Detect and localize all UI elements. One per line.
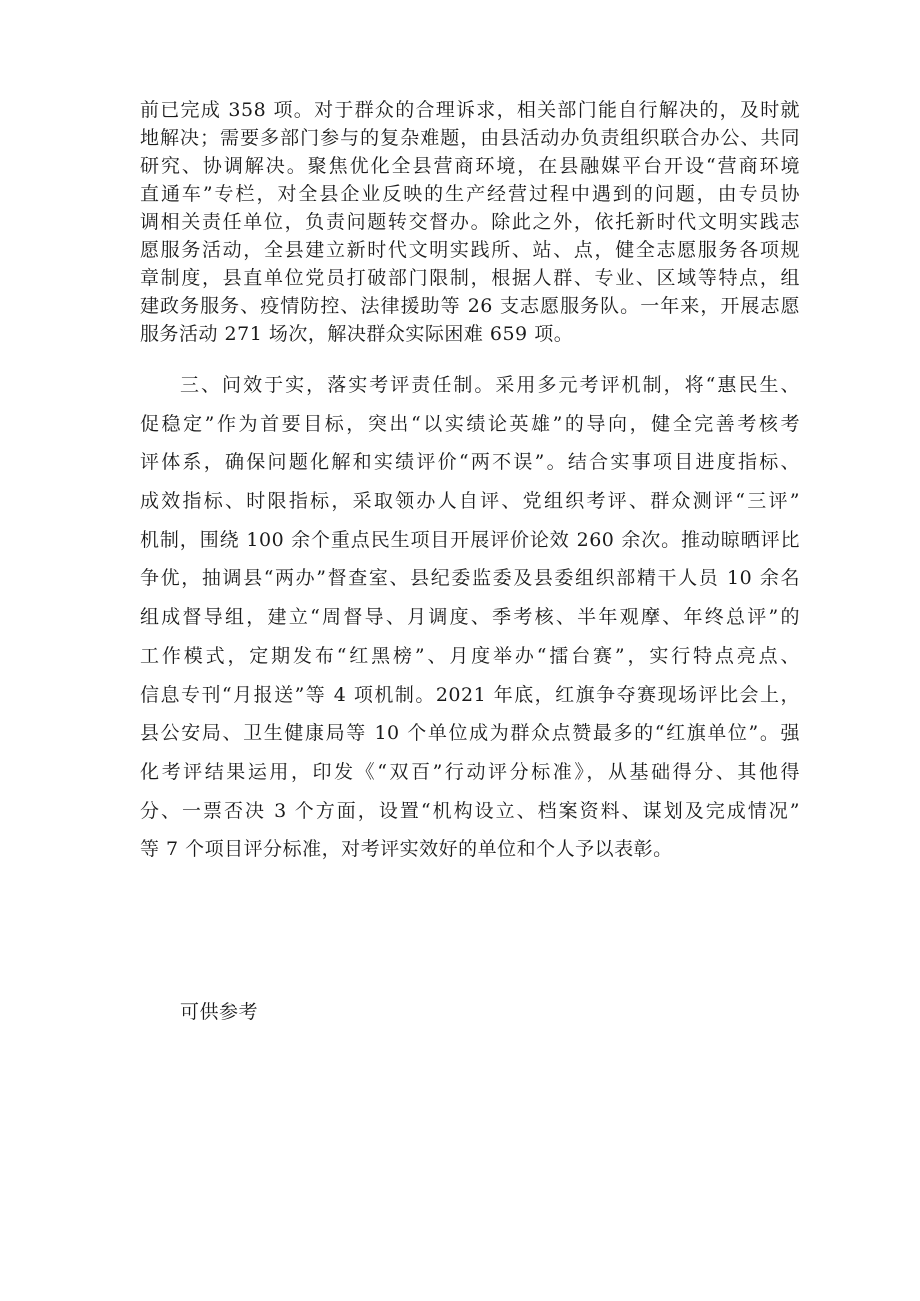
paragraph-line: 成效指标、时限指标，采取领办人自评、党组织考评、群众测评“三评” [140,490,800,513]
paragraph-line: 前已完成 358 项。对于群众的合理诉求，相关部门能自行解决的，及时就 [140,99,800,121]
paragraph-line: 信息专刊“月报送”等 4 项机制。2021 年底，红旗争夺赛现场评比会上， [140,683,800,706]
paragraph-line: 调相关责任单位，负责问题转交督办。除此之外，依托新时代文明实践志 [140,211,800,233]
paragraph-line: 服务活动 271 场次，解决群众实际困难 659 项。 [140,323,574,345]
paragraph-line: 章制度，县直单位党员打破部门限制，根据人群、专业、区域等特点，组 [140,267,800,289]
paragraph-line: 组成督导组，建立“周督导、月调度、季考核、半年观摩、年终总评”的 [140,606,800,629]
paragraph-line: 愿服务活动，全县建立新时代文明实践所、站、点，健全志愿服务各项规 [140,239,800,261]
paragraph-line: 机制，围绕 100 余个重点民生项目开展评价论效 260 余次。推动晾晒评比 [140,528,800,551]
paragraph-2 [140,366,800,869]
paragraph-line: 促稳定”作为首要目标，突出“以实绩论英雄”的导向，健全完善考核考 [140,412,800,435]
paragraph-line: 三、问效于实，落实考评责任制。采用多元考评机制，将“惠民生、 [180,374,800,396]
paragraph-line: 研究、协调解决。聚焦优化全县营商环境，在县融媒平台开设“营商环境 [140,155,800,177]
paragraph-line: 分、一票否决 3 个方面，设置“机构设立、档案资料、谋划及完成情况” [140,799,800,822]
paragraph-line: 工作模式，定期发布“红黑榜”、月度举办“擂台赛”，实行特点亮点、 [140,644,800,667]
paragraph-line: 化考评结果运用，印发《“双百”行动评分标准》，从基础得分、其他得 [140,760,800,783]
paragraph-line: 评体系，确保问题化解和实绩评价“两不误”。结合实事项目进度指标、 [140,451,800,474]
paragraph-line: 直通车”专栏，对全县企业反映的生产经营过程中遇到的问题，由专员协 [140,183,800,205]
paragraph-line: 县公安局、卫生健康局等 10 个单位成为群众点赞最多的“红旗单位”。强 [140,722,800,745]
paragraph-line: 建政务服务、疫情防控、法律援助等 26 支志愿服务队。一年来，开展志愿 [140,295,800,317]
paragraph-line: 地解决；需要多部门参与的复杂难题，由县活动办负责组织联合办公、共同 [140,127,800,149]
paragraph-line: 争优，抽调县“两办”督查室、县纪委监委及县委组织部精干人员 10 余名 [140,567,800,590]
paragraph-line: 等 7 个项目评分标准，对考评实效好的单位和个人予以表彰。 [140,838,673,861]
closing-note: 可供参考 [180,1001,259,1023]
paragraph-1 [140,96,800,348]
